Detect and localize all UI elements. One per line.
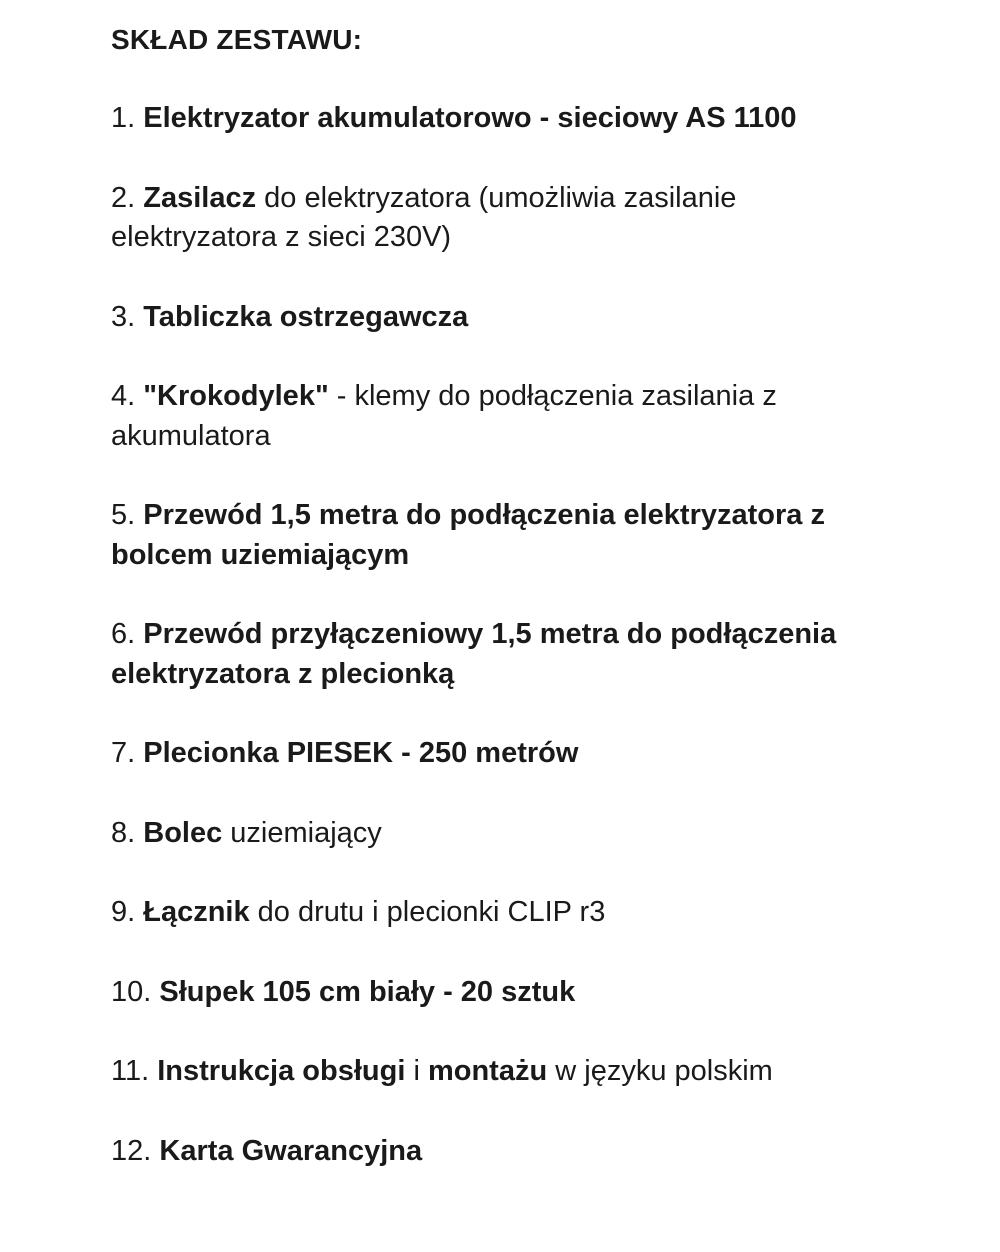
item-number: 6. (111, 618, 136, 650)
item-text: do elektryzatora (umożliwia zasilanie elektryzatora z sieci 230V) (111, 181, 737, 253)
list-item (111, 179, 891, 258)
item-number: 1. (111, 102, 136, 134)
list-item (111, 99, 891, 139)
item-text-bold: Bolec (143, 816, 223, 849)
list-item (111, 377, 891, 456)
item-text-bold: "Krokodylek" (143, 380, 329, 412)
item-text-bold: Tabliczka ostrzegawcza (143, 300, 469, 333)
item-text-bold: Plecionka PIESEK - 250 metrów (143, 737, 579, 769)
item-number: 2. (111, 181, 136, 214)
item-text-bold: Instrukcja obsługi (157, 1055, 406, 1087)
item-text-bold: Karta Gwarancyjna (159, 1134, 423, 1167)
document-body (111, 20, 891, 1211)
item-text: - klemy do podłączenia zasilania z akumulatora (111, 380, 777, 452)
item-text-bold: Łącznik (143, 896, 250, 928)
list-item (111, 1132, 891, 1172)
list-item (111, 814, 891, 854)
item-text-bold: Słupek 105 cm biały - 20 sztuk (159, 975, 576, 1008)
item-text-bold: Zasilacz (143, 181, 257, 214)
item-text: i (405, 1055, 428, 1087)
list-item (111, 1052, 891, 1092)
item-text: do drutu i plecionki CLIP r3 (249, 896, 606, 928)
item-number: 4. (111, 380, 136, 412)
item-number: 5. (111, 499, 136, 531)
item-number: 11. (111, 1055, 150, 1087)
item-number: 12. (111, 1134, 152, 1167)
list-item (111, 973, 891, 1013)
list-item (111, 298, 891, 338)
item-text: uziemiający (222, 816, 382, 849)
item-number: 10. (111, 975, 152, 1008)
item-number: 3. (111, 300, 136, 333)
item-number: 8. (111, 816, 136, 849)
item-text-bold: Przewód 1,5 metra do podłączenia elektryzatora z bolcem uziemiającym (111, 499, 825, 571)
item-number: 9. (111, 896, 136, 928)
item-number: 7. (111, 737, 136, 769)
item-text-bold: Elektryzator akumulatorowo - sieciowy AS 1100 (143, 102, 797, 134)
item-text: w języku polskim (547, 1055, 773, 1087)
list-item (111, 893, 891, 933)
item-text-bold: Przewód przyłączeniowy 1,5 metra do podłączenia elektryzatora z plecionką (111, 618, 837, 690)
list-item (111, 615, 891, 694)
list-item (111, 496, 891, 575)
kit-contents-list (111, 99, 891, 1171)
section-heading: SKŁAD ZESTAWU: (111, 24, 363, 55)
item-text-bold: montażu (427, 1055, 548, 1087)
list-item (111, 734, 891, 774)
